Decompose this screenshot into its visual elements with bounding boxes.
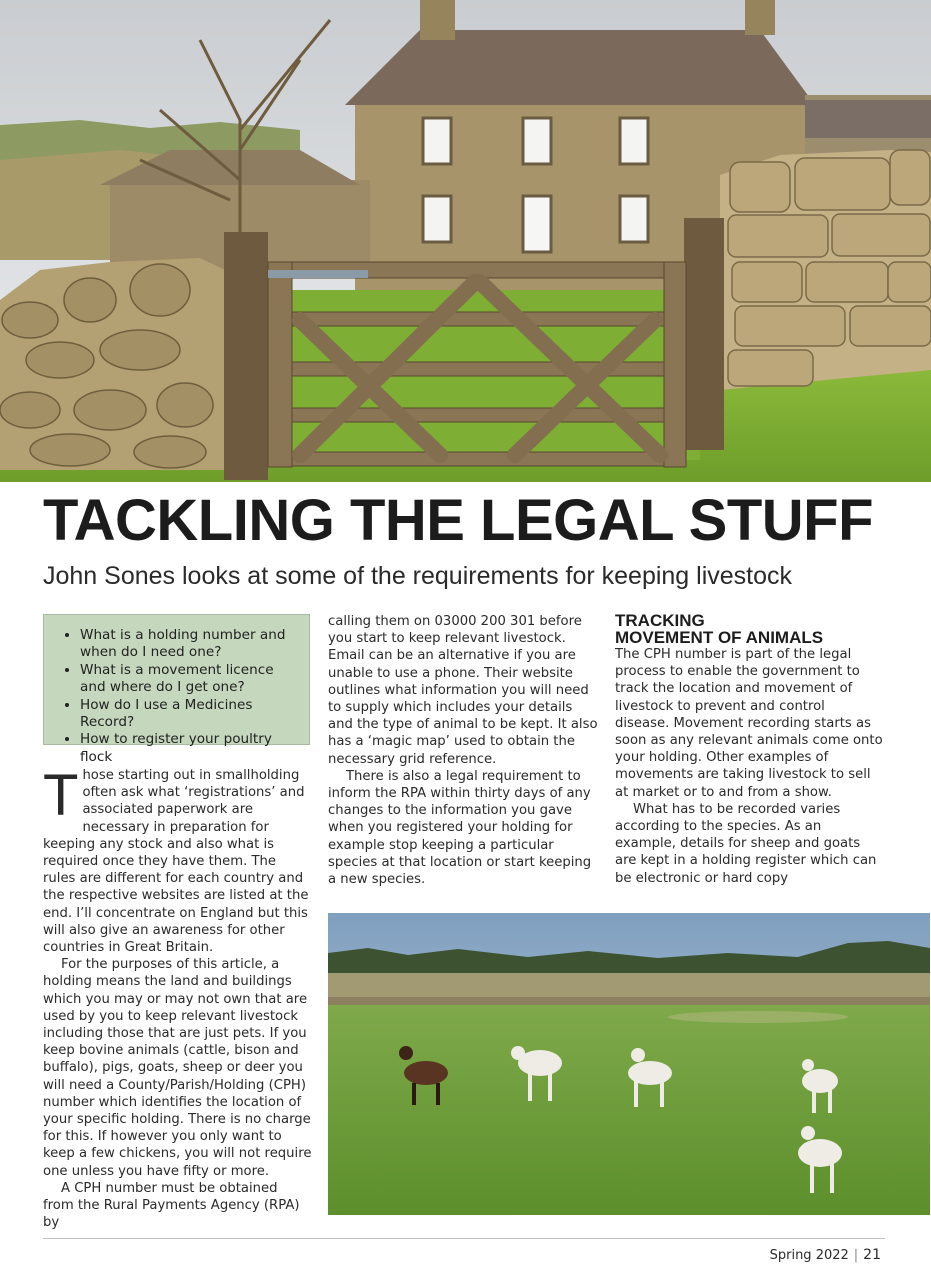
footer-separator: | <box>853 1248 859 1263</box>
column-3-paragraph-1: The CPH number is part of the legal process to enable the government to track the location and movement of livestock to prevent and control disease. Movement recording starts as soon as any relevant animals come onto your holding. Other examples of movements are taking livestock to sell at market or to and from a show. <box>615 647 883 800</box>
column-2-paragraph-1: calling them on 03000 200 301 before you start to keep relevant livestock. Email can be an alternative if you are unable to use a phone. Their website outlines what information you will need to supply which includes your details and the type of animal to be kept. It also has a ‘magic map’ used to obtain the necessary grid reference. <box>328 614 598 767</box>
goats-in-field-photo <box>328 913 930 1215</box>
boxout-item: • How do I use a Medicines Record? <box>80 697 299 732</box>
column-3-paragraph-2: What has to be recorded varies according to the species. As an example, details for sheep and goats are kept in a holding register which can be electronic or hard copy <box>615 801 877 886</box>
column-2 <box>328 613 600 888</box>
hero-photo-farmhouse-gate <box>0 0 931 482</box>
key-questions-boxout <box>43 614 310 765</box>
page-number: 21 <box>863 1247 881 1263</box>
column-1-paragraph-2: For the purposes of this article, a holding means the land and buildings which you may or may not own that are used by you to keep relevant livestock including those that are just pets. If you keep bovine animals (cattle, bison and buffalo), pigs, goats, sheep or deer you will need a County/Parish/Holding (CPH) number which identifies the location of your specific holding. There is no charge for this. If however you only want to keep a few chickens, you will not require one unless you have fifty or more. <box>43 957 312 1179</box>
article-headline: TACKLING THE LEGAL STUFF <box>43 488 874 553</box>
boxout-item: • What is a holding number and when do I need one? <box>80 627 299 662</box>
section-heading: TRACKING MOVEMENT OF ANIMALS <box>615 611 824 647</box>
column-3 <box>615 612 883 887</box>
boxout-item: • What is a movement licence and where do I get one? <box>80 662 299 697</box>
key-questions-list <box>54 627 299 766</box>
boxout-item: • How to register your poultry flock <box>80 731 299 766</box>
article-standfirst: John Sones looks at some of the requirements for keeping livestock <box>43 562 793 590</box>
column-1 <box>43 763 312 1231</box>
footer-rule <box>43 1238 885 1239</box>
column-2-paragraph-2: There is also a legal requirement to inform the RPA within thirty days of any changes to the information you gave when you registered your holding for example stop keeping a particular species at that location or start keeping a new species. <box>328 768 592 888</box>
drop-cap: T <box>43 763 79 828</box>
column-1-paragraph-1: Those starting out in smallholding often ask what ‘registrations’ and associated paperwork are necessary in preparation for keeping any stock and also what is required once they have them. The rules are different for each country and the respective websites are listed at the end. I’ll concentrate on England but this will also give an awareness for other countries in Great Britain. <box>43 763 309 956</box>
column-1-paragraph-3: A CPH number must be obtained from the Rural Payments Agency (RPA) by <box>43 1180 300 1231</box>
page-footer <box>770 1247 881 1263</box>
issue-name: Spring 2022 <box>769 1248 849 1263</box>
